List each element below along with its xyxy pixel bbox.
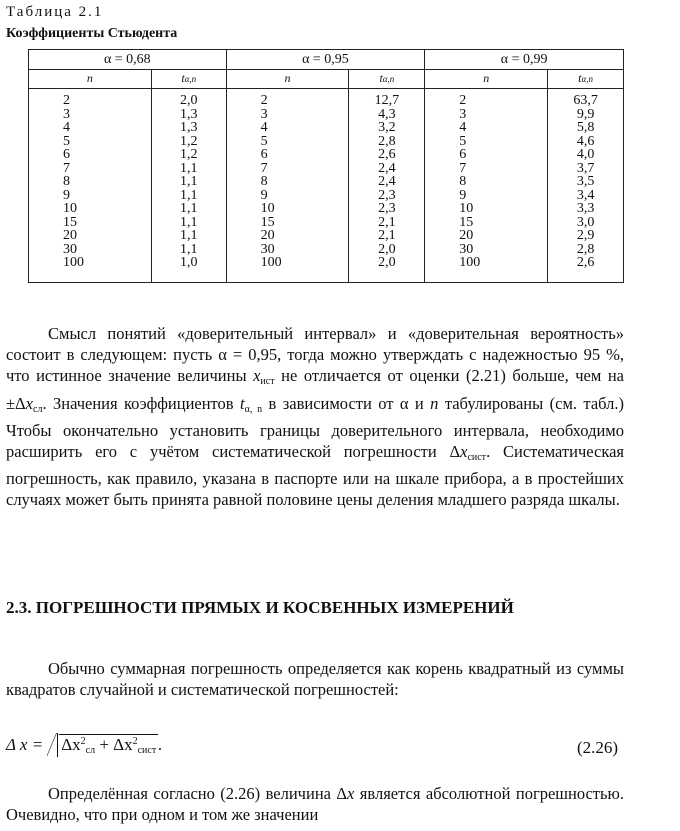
n-cell: 5 — [29, 135, 152, 149]
n-cell: 3 — [425, 108, 548, 122]
n-cell: 20 — [29, 229, 152, 243]
table-caption: Таблица 2.1 — [6, 4, 104, 20]
n-cell: 15 — [425, 216, 548, 230]
t-cell: 5,8 — [548, 121, 624, 135]
n-cell: 2 — [425, 89, 548, 108]
n-cell: 6 — [29, 148, 152, 162]
table-row — [29, 175, 624, 189]
section-heading: 2.3. ПОГРЕШНОСТИ ПРЯМЫХ И КОСВЕННЫХ ИЗМЕРЕНИЙ — [6, 598, 514, 617]
t-cell: 2,1 — [349, 229, 425, 243]
n-cell: 5 — [226, 135, 349, 149]
n-cell: 20 — [425, 229, 548, 243]
equation-number: (2.26) — [577, 738, 619, 757]
n-cell: 100 — [226, 256, 349, 282]
t-cell: 9,9 — [548, 108, 624, 122]
t-cell: 3,3 — [548, 202, 624, 216]
n-cell: 100 — [425, 256, 548, 282]
table-row — [29, 89, 624, 108]
t-cell: 1,1 — [151, 189, 226, 203]
t-cell: 12,7 — [349, 89, 425, 108]
t-cell: 2,4 — [349, 162, 425, 176]
n-cell: 2 — [29, 89, 152, 108]
table-row — [29, 256, 624, 282]
n-cell: 8 — [29, 175, 152, 189]
t-cell: 3,5 — [548, 175, 624, 189]
table-row — [29, 202, 624, 216]
n-cell: 7 — [29, 162, 152, 176]
t-cell: 63,7 — [548, 89, 624, 108]
t-cell: 1,3 — [151, 108, 226, 122]
student-coefficients-table — [28, 49, 624, 283]
n-cell: 10 — [226, 202, 349, 216]
t-cell: 4,3 — [349, 108, 425, 122]
t-cell: 3,2 — [349, 121, 425, 135]
formula-2-26: Δ $x = \Delta x^2_{сл} + \Delta x^2_{сист}$ . — [6, 735, 163, 756]
t-cell: 4,6 — [548, 135, 624, 149]
n-cell: 10 — [425, 202, 548, 216]
t-cell: 3,0 — [548, 216, 624, 230]
t-cell: 1,1 — [151, 243, 226, 257]
table-row — [29, 243, 624, 257]
t-cell: 4,0 — [548, 148, 624, 162]
t-cell: 2,4 — [349, 175, 425, 189]
n-cell: 4 — [226, 121, 349, 135]
n-cell: 8 — [425, 175, 548, 189]
n-cell: 9 — [29, 189, 152, 203]
alpha-header-1: α = 0,68 — [29, 50, 227, 70]
table-body — [29, 89, 624, 283]
n-header-1: n — [29, 70, 152, 89]
t-cell: 2,8 — [349, 135, 425, 149]
table-title: Коэффициенты Стьюдента — [6, 26, 178, 41]
n-cell: 30 — [226, 243, 349, 257]
n-cell: 15 — [226, 216, 349, 230]
n-header-2: n — [226, 70, 349, 89]
t-cell: 2,1 — [349, 216, 425, 230]
table-row — [29, 216, 624, 230]
t-cell: 3,4 — [548, 189, 624, 203]
table-row — [29, 121, 624, 135]
table-row — [29, 148, 624, 162]
t-cell: 1,1 — [151, 162, 226, 176]
alpha-header-3: α = 0,99 — [425, 50, 624, 70]
t-cell: 2,6 — [548, 256, 624, 282]
t-cell: 2,0 — [349, 256, 425, 282]
t-cell: 1,3 — [151, 121, 226, 135]
alpha-header-2: α = 0,95 — [226, 50, 425, 70]
t-cell: 3,7 — [548, 162, 624, 176]
t-cell: 2,3 — [349, 189, 425, 203]
t-cell: 2,8 — [548, 243, 624, 257]
t-cell: 1,0 — [151, 256, 226, 282]
paragraph-confidence-interval: Смысл понятий «доверительный интервал» и «доверительная вероятность» состоит в следующем: пусть α = 0,95, тогда можно утверждать с надежностью 95 %, что истинное значение величины $x_{ист}$ не отличается от оценки (2.21) больше, чем на $\pm\Delta x_{сл}$. Значения коэффициентов $t_{\alpha, n}$ в зависимости от α и n табулированы (см. табл.) Чтобы окончательно установить границы доверительного интервала, необходимо расширить его с учётом систематической погрешности $\Delta x_{сист}$. Систематическая погрешность, как правило, указана в паспорте или на шкале прибора, а в простейших случаях может быть принята равной половине цены деления младшего разряда шкалы. — [6, 324, 624, 510]
n-cell: 3 — [29, 108, 152, 122]
n-cell: 15 — [29, 216, 152, 230]
n-cell: 9 — [226, 189, 349, 203]
t-cell: 2,0 — [349, 243, 425, 257]
n-cell: 3 — [226, 108, 349, 122]
table-row — [29, 135, 624, 149]
t-cell: 2,3 — [349, 202, 425, 216]
n-cell: 8 — [226, 175, 349, 189]
n-cell: 30 — [425, 243, 548, 257]
t-cell: 2,9 — [548, 229, 624, 243]
n-cell: 9 — [425, 189, 548, 203]
table-row — [29, 189, 624, 203]
n-cell: 7 — [425, 162, 548, 176]
t-cell: 1,1 — [151, 202, 226, 216]
t-header-3: tα,n — [548, 70, 624, 89]
n-cell: 2 — [226, 89, 349, 108]
n-cell: 10 — [29, 202, 152, 216]
t-header-2: tα,n — [349, 70, 425, 89]
t-cell: 1,1 — [151, 229, 226, 243]
t-cell: 1,1 — [151, 175, 226, 189]
n-cell: 20 — [226, 229, 349, 243]
n-cell: 4 — [29, 121, 152, 135]
t-cell: 1,2 — [151, 135, 226, 149]
n-cell: 30 — [29, 243, 152, 257]
paragraph-total-error: Обычно суммарная погрешность определяется как корень квадратный из суммы квадратов случайной и систематической погрешностей: — [6, 659, 624, 700]
table-row — [29, 162, 624, 176]
t-cell: 1,2 — [151, 148, 226, 162]
n-header-3: n — [425, 70, 548, 89]
t-cell: 2,6 — [349, 148, 425, 162]
table-row — [29, 108, 624, 122]
t-cell: 2,0 — [151, 89, 226, 108]
sqrt-sign: $\Delta x^2_{сл} + \Delta x^2_{сист}$ — [47, 735, 158, 756]
t-header-1: tα,n — [151, 70, 226, 89]
paragraph-absolute-error: Определённая согласно (2.26) величина Δx является абсолютной погрешностью. Очевидно, что при одном и том же значении — [6, 784, 624, 825]
n-cell: 6 — [226, 148, 349, 162]
n-cell: 100 — [29, 256, 152, 282]
table-row — [29, 229, 624, 243]
n-cell: 6 — [425, 148, 548, 162]
n-cell: 7 — [226, 162, 349, 176]
n-cell: 4 — [425, 121, 548, 135]
n-cell: 5 — [425, 135, 548, 149]
t-cell: 1,1 — [151, 216, 226, 230]
